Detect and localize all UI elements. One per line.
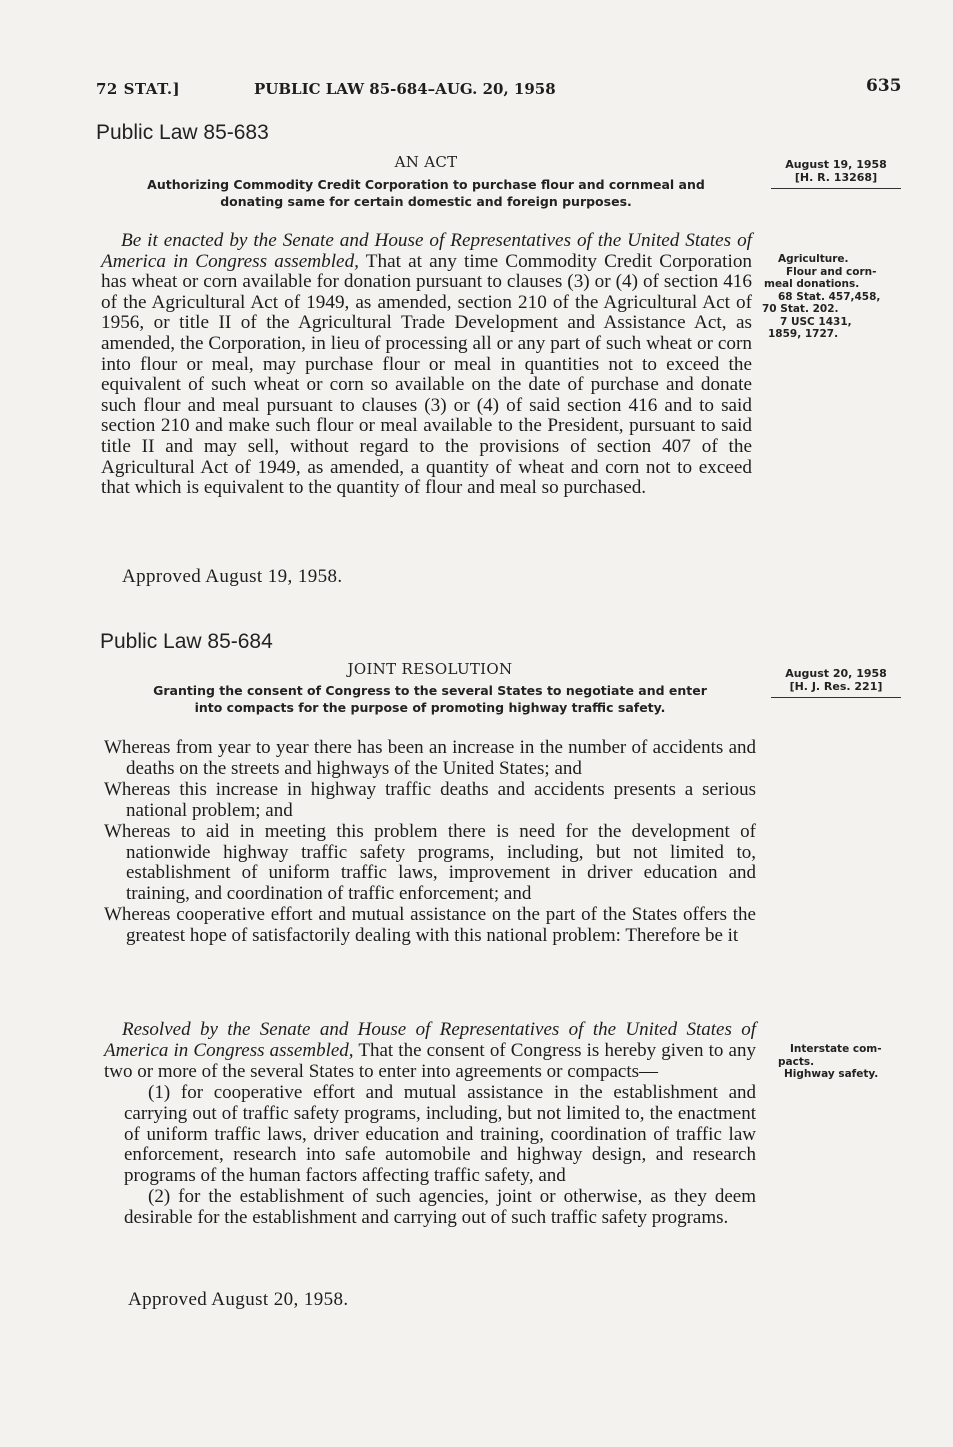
law1-body-text: That at any time Commodity Credit Corporation has wheat or corn available for donation pursuant to clauses (3) or (4) of section 416 of the Agricultural Act of 1949, as amended, section 210 of the Agricultural Act of 1956, or title II of the Agricultural Trade Development and Assistance Act, as amended, the Corporation, in lieu of processing all or any part of such wheat or corn into flour or meal, may purchase flour or meal in quantities not to exceed the equivalent of such wheat or corn so available on the date of purchase and donate such flour and meal pursuant to clauses (3) or (4) of said section 416 and to said section 210 and make such flour or meal available to the President, pursuant to said title II and may sell, without regard to the provisions of section 407 of the Agricultural Act of 1949, as amended, a quantity of wheat and corn not to exceed that which is equivalent to the quantity of flour and meal so purchased.	[101, 250, 753, 499]
law2-resolution-body: That the consent of Congress is hereby given to any two or more of the several States to enter into agreements or compacts—	[104, 1039, 756, 1082]
law2-date-note	[771, 667, 901, 698]
law2-margin-notes	[778, 1043, 908, 1081]
law2-margin-note-3: Highway safety.	[784, 1068, 879, 1080]
law2-resolution	[104, 1020, 756, 1229]
header-stat-citation: 72 STAT.]	[96, 80, 181, 98]
law1-heading: Public Law 85-683	[96, 121, 269, 144]
law2-resolving-clause: Resolved by the Senate and House of Representatives of the United States of America in Congress assembled,	[104, 1019, 756, 1061]
law2-subtitle-line2: into compacts for the purpose of promoting highway traffic safety.	[194, 700, 666, 715]
whereas-clause: Whereas this increase in highway traffic deaths and accidents presents a serious national problem; and	[104, 778, 756, 821]
law2-item-1: (1) for cooperative effort and mutual assistance in the establishment and carrying out of traffic safety programs, including, but not limited to, the enactment of uniform traffic laws, driver education and training, coordination of traffic law enforcement, research into safe automobile and highway design, and research programs of the human factors affecting traffic safety, and	[124, 1081, 756, 1187]
law2-heading: Public Law 85-684	[100, 630, 273, 653]
law1-margin-note-1: Agriculture.	[778, 253, 849, 265]
law1-act-type: AN ACT	[394, 153, 458, 171]
law1-subtitle-line2: donating same for certain domestic and foreign purposes.	[220, 194, 632, 209]
law1-date: August 19, 1958	[785, 158, 887, 171]
law1-body-paragraph	[101, 231, 752, 499]
law1-margin-note-5: 70 Stat. 202.	[762, 303, 839, 315]
law1-margin-note-6: 7 USC 1431,	[780, 315, 852, 328]
law2-preamble	[104, 738, 756, 947]
law1-bill-number: [H. R. 13268]	[794, 171, 878, 184]
law1-approved: Approved August 19, 1958.	[122, 566, 343, 587]
law1-subtitle-line1: Authorizing Commodity Credit Corporation to purchase flour and cornmeal and	[147, 177, 705, 192]
law2-date: August 20, 1958	[785, 667, 887, 680]
whereas-clause: Whereas from year to year there has been an increase in the number of accidents and deaths on the streets and highways of the United States; and	[104, 737, 756, 779]
law2-items	[104, 1083, 756, 1229]
law1-margin-note-3: meal donations.	[764, 278, 860, 290]
law2-bill-number: [H. J. Res. 221]	[789, 680, 883, 693]
law2-resolution-paragraph	[104, 1020, 756, 1083]
law1-margin-note-2: Flour and corn-	[786, 265, 877, 278]
law1-enacting-clause: Be it enacted by the Senate and House of Representatives of the United States of America in Congress assembled,	[101, 230, 752, 272]
law1-margin-notes	[762, 253, 912, 341]
law1-margin-note-7: 1859, 1727.	[768, 328, 839, 340]
law2-subtitle-line1: Granting the consent of Congress to the several States to negotiate and enter	[153, 683, 707, 698]
law1-subtitle	[92, 176, 760, 210]
law2-approved: Approved August 20, 1958.	[128, 1289, 349, 1310]
whereas-clause: Whereas cooperative effort and mutual assistance on the part of the States offers the greatest hope of satisfactorily dealing with this national problem: Therefore be it	[104, 904, 756, 947]
law1-date-note	[771, 158, 901, 189]
law2-margin-note-2: pacts.	[778, 1055, 815, 1068]
header-running-title: PUBLIC LAW 85-684–AUG. 20, 1958	[254, 80, 556, 98]
law2-item-2: (2) for the establishment of such agencies, joint or otherwise, as they deem desirable for the establishment and carrying out of such traffic safety programs.	[124, 1186, 756, 1229]
law2-margin-note-1: Interstate com-	[790, 1043, 882, 1055]
whereas-clause: Whereas to aid in meeting this problem there is need for the development of nationwide highway traffic safety programs, including, but not limited to, establishment of uniform traffic laws, improvement in driver education and training, and coordination of traffic enforcement; and	[104, 820, 756, 905]
law2-subtitle	[96, 682, 764, 716]
law2-act-type: JOINT RESOLUTION	[347, 660, 513, 678]
law1-margin-note-4: 68 Stat. 457,458,	[778, 290, 881, 303]
header-page-number: 635	[866, 76, 902, 96]
